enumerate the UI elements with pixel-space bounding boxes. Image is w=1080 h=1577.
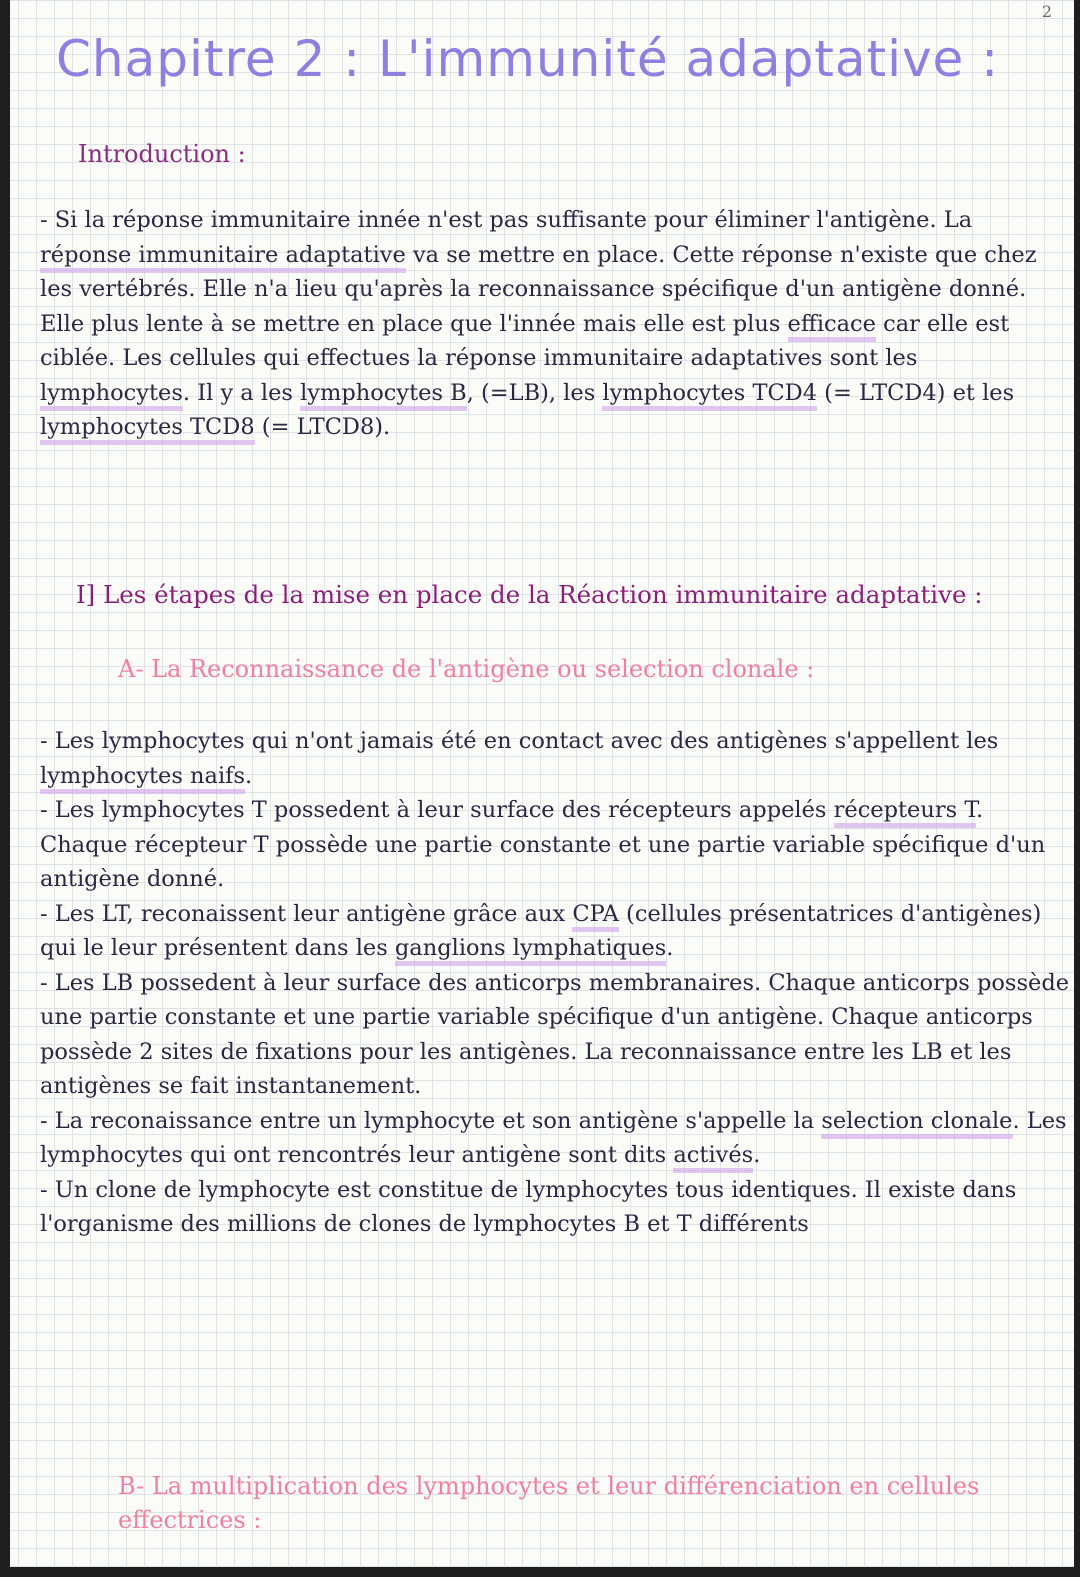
highlight-lymphocytes-b: lymphocytes B xyxy=(300,380,467,411)
list-item: - La reconaissance entre un lymphocyte et son antigène s'appelle la selection clonale. Les lymphocytes qui ont rencontrés leur antigène sont dits activés. xyxy=(40,1104,1070,1173)
highlight-efficace: efficace xyxy=(788,311,876,342)
highlight-actives: activés xyxy=(673,1142,753,1173)
highlight-lymphocytes-tcd8: lymphocytes TCD8 xyxy=(40,414,255,445)
list-item: - Les LB possedent à leur surface des anticorps membranaires. Chaque anticorps possède une partie constante et une partie variable spécifique d'un antigène. Chaque anticorps possède 2 sites de fixations pour les antigènes. La reconnaissance entre les LB et les antigènes se fait instantanement. xyxy=(40,969,1070,1099)
list-item: - Les lymphocytes qui n'ont jamais été en contact avec des antigènes s'appellent les lymphocytes naifs. xyxy=(40,724,1070,793)
chapter-title: Chapitre 2 : L'immunité adaptative : xyxy=(56,30,1000,88)
introduction-heading: Introduction : xyxy=(78,140,246,168)
highlight-lymphocytes-tcd4: lymphocytes TCD4 xyxy=(602,380,817,411)
subsection-b-heading: B- La multiplication des lymphocytes et leur différenciation en cellules effectrices : xyxy=(118,1472,980,1534)
list-item: - Les LT, reconaissent leur antigène grâce aux CPA (cellules présentatrices d'antigènes) qui le leur présentent dans les ganglions lymphatiques. xyxy=(40,897,1070,966)
highlight-cpa: CPA xyxy=(572,901,619,932)
page-number: 2 xyxy=(1041,2,1052,21)
list-item: - Un clone de lymphocyte est constitue de lymphocytes tous identiques. Il existe dans l'organisme des millions de clones de lymphocytes B et T différents xyxy=(40,1176,1017,1237)
highlight-lymphocytes: lymphocytes xyxy=(40,380,183,411)
highlight-recepteurs-t: récepteurs T xyxy=(834,797,976,828)
introduction-paragraph: - Si la réponse immunitaire innée n'est pas suffisante pour éliminer l'antigène. La réponse immunitaire adaptative va se mettre en place. Cette réponse n'existe que chez les vertébrés. Elle n'a lieu qu'après la reconnaissance spécifique d'un antigène donné. Elle plus lente à se mettre en place que l'innée mais elle est plus efficace car elle est ciblée. Les cellules qui effectues la réponse immunitaire adaptatives sont les lymphocytes. Il y a les lymphocytes B, (=LB), les lymphocytes TCD4 (= LTCD4) et les lymphocytes TCD8 (= LTCD8). xyxy=(40,203,1070,445)
list-item: - Les lymphocytes T possedent à leur surface des récepteurs appelés récepteurs T. Chaque récepteur T possède une partie constante et une partie variable spécifique d'un antigène donné. xyxy=(40,797,1046,892)
section-1-heading: I] Les étapes de la mise en place de la Réaction immunitaire adaptative : xyxy=(76,580,983,609)
highlight-reponse-adaptative: réponse immunitaire adaptative xyxy=(40,242,406,273)
highlight-ganglions: ganglions lymphatiques xyxy=(395,935,666,966)
subsection-a-heading: A- La Reconnaissance de l'antigène ou selection clonale : xyxy=(118,655,815,683)
highlight-lymphocytes-naifs: lymphocytes naifs xyxy=(40,763,245,794)
highlight-selection-clonale: selection clonale xyxy=(821,1108,1012,1139)
bullet-list xyxy=(40,724,1070,1242)
